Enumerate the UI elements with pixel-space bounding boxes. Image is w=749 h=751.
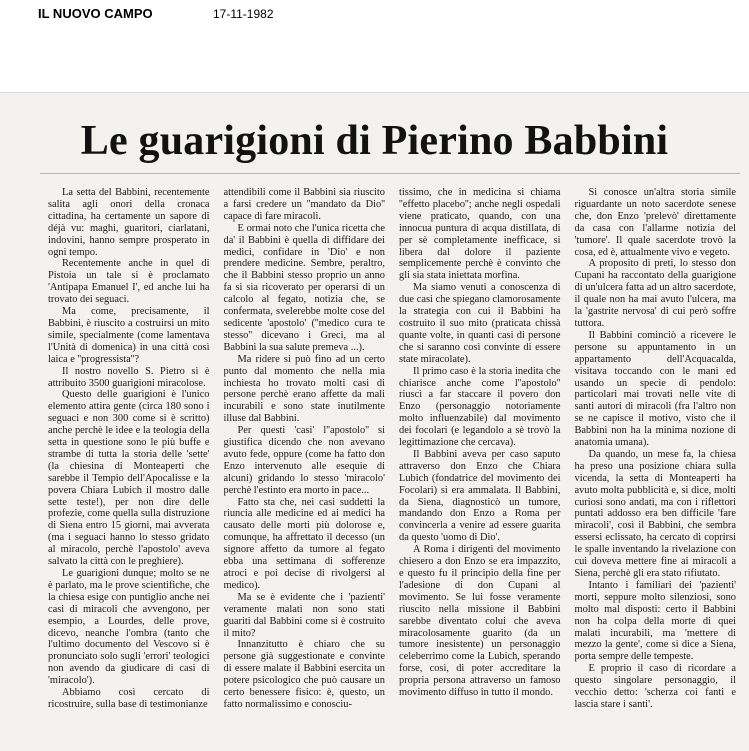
paragraph: Ma come, precisamente, il Babbini, è riuscito a costruirsi un mito simile, specialmente (come lamentava l'Unità di domenica) in una città così laica e ''progressista''? — [48, 306, 210, 365]
headline-divider — [40, 173, 740, 174]
paragraph: La setta del Babbini, recentemente salita agli onori della cronaca cittadina, ha certamente un sapore di déjà vu: maghi, guaritori, ciarlatani, indovini, hanno sempre prosperato in ogni tempo. — [48, 187, 210, 258]
paragraph: Ma se è evidente che i 'pazienti' veramente malati non sono stati guariti dal Babbini come si è costruito il mito? — [223, 591, 385, 639]
publication-date: 17-11-1982 — [213, 7, 274, 21]
paragraph: tissimo, che in medicina si chiama ''effetto placebo''; anche negli ospedali viene praticato, quando, con una innocua puntura di acqua distillata, di per sè completamente inefficace, si libera dal dolore il paziente semplicemente perchè è convinto che gli sia stata iniettata morfina. — [399, 187, 561, 282]
paragraph: A Roma i dirigenti del movimento chiesero a don Enzo se era impazzito, e questo fu il principio della fine per l'adesione di don Cupani al movimento. Se lui fosse veramente riuscito nella missione il Babbini sarebbe diventato colui che aveva miracolosamente guarito (da un tumore inesistente) un personaggio celeberrimo come la Lubich, sperando forse, così, di poter accreditare la propria persona attraverso un famoso movimento diffuso in tutto il mondo. — [399, 544, 561, 699]
paragraph: Innanzitutto è chiaro che su persone già suggestionate e convinte di essere malate il Babbini esercita un potere psicologico che può causare un certo benessere fisico: è, questo, un fatto normalissimo e conosciu- — [223, 639, 385, 710]
article-column-2 — [224, 187, 386, 751]
paragraph: Si conosce un'altra storia simile riguardante un noto sacerdote senese che, don Enzo 'prelevò' direttamente da casa con l'allarme notizia del 'tumore'. Il quale sacerdote trovò la cosa, ed è, attualmente vivo e vegeto. — [574, 187, 736, 258]
article-column-4 — [575, 187, 737, 751]
paragraph: Da quando, un mese fa, la chiesa ha preso una posizione chiara sulla vicenda, la setta di Monteaperti ha avuto molta pubblicità e, si dice, molti curiosi sono andati, ma con i riflettori puntati addosso era ben difficile 'fare miracoli', così il Babbini, che sembra essersi eclissato, ha cercato di coprirsi le spalle inventando la rivelazione con cui doveva mettere fine ai miracoli a Siena, perchè gli era stato rifiutato. — [574, 448, 736, 579]
paragraph: Il nostro novello S. Pietro si è attribuito 3500 guarigioni miracolose. — [48, 365, 210, 389]
paragraph: Il primo caso è la storia inedita che chiarisce anche come l''apostolo'' riuscì a far staccare il povero don Enzo (personaggio notoriamente molto influenzabile) dal movimento dei focolari (e legandolo a sè trovò la legittimazione che cercava). — [399, 365, 561, 449]
paragraph: Ma ridere si può fino ad un certo punto dal momento che nella mia inchiesta ho trovato molti casi di persone perchè erano affette da mali incurabili e sono state inutilmente illuse dal Babbini. — [223, 353, 385, 425]
article-column-3 — [399, 187, 561, 751]
paragraph: Ma siamo venuti a conoscenza di due casi che spiegano clamorosamente la strategia con cui il Babbini ha costruito il suo mito (praticata chissà quante volte, in quanti casi di persone che si saranno così convinte di essere state miracolate). — [399, 282, 561, 365]
paragraph: Fatto sta che, nei casi suddetti la riuncia alle medicine ed ai medici ha causato delle morti più dolorose e, comunque, ha affrettato il decesso (un signore affetto da tumore al fegato ebba una settimana di sofferenze atroci e poi decise di rivolgersi al medico). — [223, 496, 385, 591]
paragraph: Questo delle guarigioni è l'unico elemento attira gente (circa 180 sono i seguaci e non 300 come si è scritto) anche perchè le idee e la teologia della setta in questione sono le più buffe e strambe di tutta la storia delle 'sette' (la chiesina di Monteaperti che sarebbe il Tempio dell'Apocalisse e la povera Chiara Lubich il mostro dalle sette teste!), per non dire delle profezie, come quella sulla distruzione di Siena entro 15 giorni, mai avverata (ma i seguaci hanno lo stesso gridato al miracolo, perchè l'apostolo' aveva salvato la città con le preghiere). — [48, 389, 210, 568]
publication-name: IL NUOVO CAMPO — [38, 6, 153, 21]
article-column-1 — [48, 187, 210, 751]
paragraph: attendibili come il Babbini sia riuscito a farsi credere un ''mandato da Dio'' capace di fare miracoli. — [223, 187, 385, 222]
paragraph: Le guarigioni dunque; molto se ne è parlato, ma le prove scientifiche, che la chiesa esige con puntiglio anche nei casi di miracoli che avvengono, per esempio, a Lourdes, delle prove, dicevo, neanche l'ombra (tanto che l'ultimo documento del Vescovo si è pronunciato solo sugli 'errori' teologici non avendo da giudicare di casi di 'miracolo'). — [48, 568, 210, 687]
archive-header — [0, 0, 749, 92]
paragraph: Recentemente anche in quel di Pistoia un tale si è proclamato 'Antipapa Emanuel I', ed anche lui ha trovato dei seguaci. — [48, 258, 210, 306]
paragraph: Abbiamo così cercato di ricostruire, sulla base di testimonianze — [48, 687, 210, 710]
paragraph: Per questi 'casi' l''apostolo'' si giustifica dicendo che non avevano avuto fede, oppure (come ha fatto don Enzo intervenuto alle esequie di alcuni) gridando lo stesso 'miracolo' perchè l'estinto era morto in pace... — [223, 425, 385, 496]
paragraph: A proposito di preti, lo stesso don Cupani ha raccontato della guarigione di un'ulcera fatta ad un altro sacerdote, il quale non ha mai avuto l'ulcera, ma la 'gastrite nervosa' di cui però soffre tuttora. — [574, 258, 736, 329]
paragraph: Il Babbini cominciò a ricevere le persone su appuntamento in un appartamento dell'Acquacalda, visitava toccando con le mani ed usando un specie di pendolo: particolari mai trovati nelle vite di santi autori di miracoli (fra l'altro non se ne capisce il motivo, visto che il Babbini non ha la minima nozione di anatomia umana). — [574, 329, 736, 449]
article-headline: Le guarigioni di Pierino Babbini — [80, 118, 669, 164]
newspaper-clipping — [0, 92, 749, 751]
paragraph: Intanto i familiari dei 'pazienti' morti, seppure molto silenziosi, sono molto mal disposti: certo il Babbini non ha colpa della morte di quei malati incurabili, ma 'mettere di mezzo la gente', come si dice a Siena, porta sempre delle tempeste. — [574, 579, 736, 663]
paragraph: E ormai noto che l'unica ricetta che da' il Babbini è quella di diffidare dei medici, confidare in 'Dio' e non prendere medicine. Sembre, peraltro, che il Babbini stesso proprio un anno fa si sia ricoverato per operarsi di un calcolo al fegato, notizia che, se confermata, svelerebbe molte cose del sedicente 'apostolo' (''medico cura te stesso'' dicevano i Greci, ma al Babbini la sua salute premeva ...). — [223, 222, 385, 353]
article-body — [48, 187, 736, 751]
paragraph: Il Babbini aveva per caso saputo attraverso don Enzo che Chiara Lubich (fondatrice del movimento dei Focolari) si era ammalata. Il Babbini, da Siena, diagnosticò un tumore, mandando don Enzo a Roma per convincerla a venire ad essere guarita da questo 'uomo di Dio'. — [399, 448, 561, 544]
paragraph: E proprio il caso di ricordare a questo singolare personaggio, il vecchio detto: 'scherza coi fanti e lascia stare i santi'. — [574, 663, 736, 710]
